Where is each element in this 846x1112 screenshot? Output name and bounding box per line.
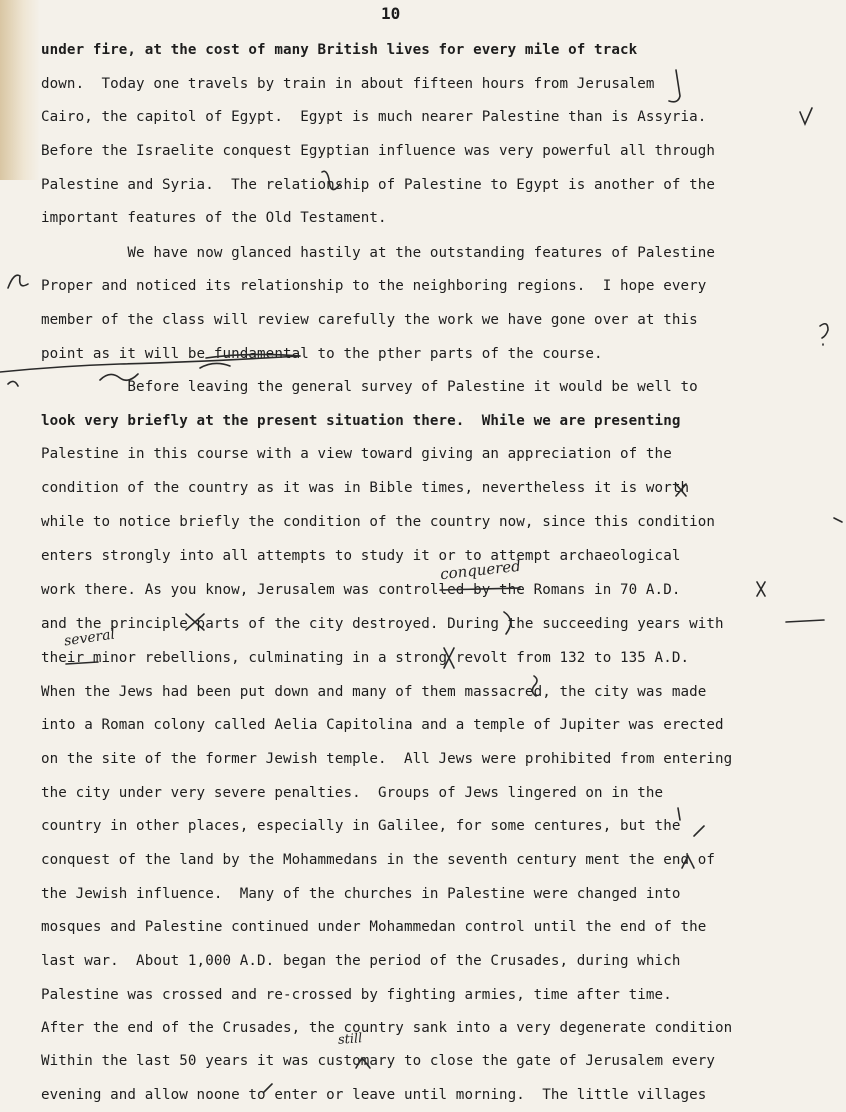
text-line: into a Roman colony called Aelia Capitolina and a temple of Jupiter was erected: [41, 717, 724, 733]
text-line: condition of the country as it was in Bible times, nevertheless it is worth: [41, 480, 690, 496]
text-line: their minor rebellions, culminating in a strong revolt from 132 to 135 A.D.: [41, 650, 690, 666]
text-line: Before leaving the general survey of Palestine it would be well to: [41, 379, 698, 395]
text-line: down. Today one travels by train in about fifteen hours from Jerusalem: [41, 76, 655, 92]
text-line: and the principle parts of the city destroyed. During the succeeding years with: [41, 616, 724, 632]
text-line: last war. About 1,000 A.D. began the period of the Crusades, during which: [41, 953, 681, 969]
text-line: Before the Israelite conquest Egyptian influence was very powerful all through: [41, 143, 716, 159]
text-line: We have now glanced hastily at the outstanding features of Palestine: [41, 245, 716, 261]
text-line: conquest of the land by the Mohammedans in the seventh century ment the end of: [41, 852, 716, 868]
text-line: Within the last 50 years it was customary to close the gate of Jerusalem every: [41, 1053, 716, 1069]
text-line: enters strongly into all attempts to study it or to attempt archaeological: [41, 548, 681, 564]
text-line: point as it will be fundamental to the pther parts of the course.: [41, 346, 603, 362]
text-line: important features of the Old Testament.: [41, 210, 387, 226]
text-line: evening and allow noone to enter or leave until morning. The little villages: [41, 1087, 707, 1103]
text-line: work there. As you know, Jerusalem was controlled by the Romans in 70 A.D.: [41, 582, 681, 598]
text-line: Proper and noticed its relationship to the neighboring regions. I hope every: [41, 278, 707, 294]
text-line: look very briefly at the present situation there. While we are presenting: [41, 413, 681, 429]
handwritten-correction-still: still: [337, 1031, 363, 1048]
text-line: When the Jews had been put down and many of them massacred, the city was made: [41, 684, 707, 700]
text-line: under fire, at the cost of many British lives for every mile of track: [41, 42, 638, 58]
text-line: Palestine and Syria. The relationship of Palestine to Egypt is another of the: [41, 177, 716, 193]
text-line: while to notice briefly the condition of the country now, since this condition: [41, 514, 716, 530]
text-line: member of the class will review carefully the work we have gone over at this: [41, 312, 698, 328]
handwritten-correction-conquered: conquered: [439, 556, 522, 584]
page-number: 10: [381, 4, 401, 23]
text-line: Palestine was crossed and re-crossed by fighting armies, time after time.: [41, 987, 672, 1003]
text-line: Palestine in this course with a view toward giving an appreciation of the: [41, 446, 672, 462]
text-line: After the end of the Crusades, the country sank into a very degenerate condition: [41, 1020, 733, 1036]
text-line: the Jewish influence. Many of the churches in Palestine were changed into: [41, 886, 681, 902]
text-line: the city under very severe penalties. Groups of Jews lingered on in the: [41, 785, 664, 801]
text-line: on the site of the former Jewish temple. All Jews were prohibited from entering: [41, 751, 733, 767]
handwritten-correction-several: several: [63, 626, 117, 650]
text-line: Cairo, the capitol of Egypt. Egypt is much nearer Palestine than is Assyria.: [41, 109, 707, 125]
text-line: country in other places, especially in Galilee, for some centures, but the: [41, 818, 681, 834]
text-line: mosques and Palestine continued under Mohammedan control until the end of the: [41, 919, 707, 935]
